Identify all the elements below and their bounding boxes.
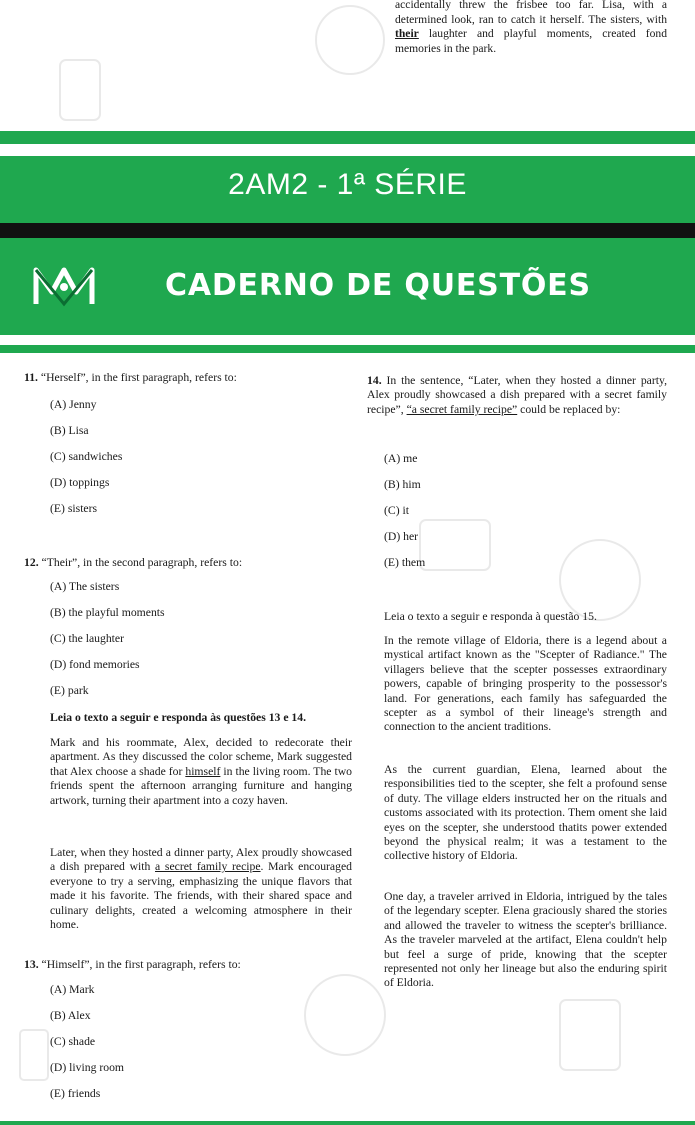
q14-option-c[interactable]: (C) it bbox=[384, 504, 409, 517]
q14-option-e[interactable]: (E) them bbox=[384, 556, 426, 569]
previous-text-fragment: accidentally threw the frisbee too far. Lisa, with a determined look, ran to catch it herself. The sisters, with their laughter and playful moments, created fond memories in the park. bbox=[395, 0, 667, 55]
question-13-prompt: 13. “Himself”, in the first paragraph, refers to: bbox=[24, 958, 241, 971]
q11-option-a[interactable]: (A) Jenny bbox=[50, 398, 97, 411]
q12-option-c[interactable]: (C) the laughter bbox=[50, 632, 124, 645]
text-13-14-paragraph-1: Mark and his roommate, Alex, decided to redecorate their apartment. As they discussed the color scheme, Mark suggested that Alex choose a shade for himself in the living room. The two friends spent the afternoon arranging furniture and hanging artwork, turning their apartment into a cozy haven. bbox=[50, 736, 352, 807]
q14-option-d[interactable]: (D) her bbox=[384, 530, 419, 543]
q11-option-d[interactable]: (D) toppings bbox=[50, 476, 110, 489]
text-15-paragraph-1: In the remote village of Eldoria, there is a legend about a mystical artifact known as the "Scepter of Radiance." The villagers believe that the scepter possesses extraordinary powers, capable of bringing prosperity to the possessor's land. For generations, each family has safeguarded the scepter as a symbol of their lineage's strength and connection to the ancient traditions. bbox=[384, 634, 667, 734]
text-15-paragraph-2: As the current guardian, Elena, learned about the responsibilities tied to the scepter, she felt a profound sense of duty. The village elders instructed her on the rituals and customs associated with its protection. Them oment she laid eyes on the scepter, she understood thatits power extended beyond the physical realm; it was a testament to the collective history of Eldoria. bbox=[384, 763, 667, 863]
q12-option-d[interactable]: (D) fond memories bbox=[50, 658, 140, 671]
bottom-green-line bbox=[0, 1121, 695, 1125]
q12-option-b[interactable]: (B) the playful moments bbox=[50, 606, 165, 619]
q14-option-b[interactable]: (B) him bbox=[384, 478, 421, 491]
q13-option-e[interactable]: (E) friends bbox=[50, 1087, 101, 1100]
section-title: CADERNO DE QUESTÕES bbox=[165, 268, 591, 303]
underlined-himself: himself bbox=[185, 764, 221, 778]
q14-option-a[interactable]: (A) me bbox=[384, 452, 418, 465]
brand-logo-icon bbox=[30, 262, 98, 310]
q13-option-d[interactable]: (D) living room bbox=[50, 1061, 125, 1074]
q12-option-e[interactable]: (E) park bbox=[50, 684, 89, 697]
q11-option-b[interactable]: (B) Lisa bbox=[50, 424, 89, 437]
instruction-15: Leia o texto a seguir e responda à questão 15. bbox=[384, 610, 597, 623]
underlined-phrase: “a secret family recipe” bbox=[406, 402, 518, 416]
green-stripe-bottom bbox=[0, 345, 695, 353]
q11-option-e[interactable]: (E) sisters bbox=[50, 502, 98, 515]
q13-option-c[interactable]: (C) shade bbox=[50, 1035, 96, 1048]
q13-option-b[interactable]: (B) Alex bbox=[50, 1009, 91, 1022]
q12-option-a[interactable]: (A) The sisters bbox=[50, 580, 120, 593]
underlined-secret-recipe: a secret family recipe bbox=[155, 860, 261, 874]
instruction-13-14: Leia o texto a seguir e responda às questões 13 e 14. bbox=[50, 711, 307, 724]
underlined-their: their bbox=[395, 27, 419, 41]
question-11-prompt: 11. “Herself”, in the first paragraph, refers to: bbox=[24, 371, 237, 384]
question-14-prompt: 14. In the sentence, “Later, when they hosted a dinner party, Alex proudly showcased a dish prepared with a secret family recipe”, “a secret family recipe” could be replaced by: bbox=[367, 374, 667, 416]
question-12-prompt: 12. “Their”, in the second paragraph, refers to: bbox=[24, 556, 243, 569]
q13-option-a[interactable]: (A) Mark bbox=[50, 983, 95, 996]
text-15-paragraph-3: One day, a traveler arrived in Eldoria, intrigued by the tales of the legendary scepter. Elena graciously shared the stories and allowed the traveler to witness the scepter's brilliance. As the traveler marveled at the artifact, Elena couldn't help but feel a surge of pride, knowing that the scepter represented not only her lineage but also the enduring spirit of Eldoria. bbox=[384, 890, 667, 990]
black-divider bbox=[0, 223, 695, 238]
text-13-14-paragraph-2: Later, when they hosted a dinner party, Alex proudly showcased a dish prepared with a secret family recipe. Mark encouraged everyone to try a serving, emphasizing the unique flavors that made it his favorite. The friends, with their shared space and culinary delights, created a welcoming atmosphere in their home. bbox=[50, 846, 352, 932]
q11-option-c[interactable]: (C) sandwiches bbox=[50, 450, 123, 463]
series-title: 2AM2 - 1ª SÉRIE bbox=[228, 168, 467, 201]
green-stripe-top bbox=[0, 131, 695, 144]
